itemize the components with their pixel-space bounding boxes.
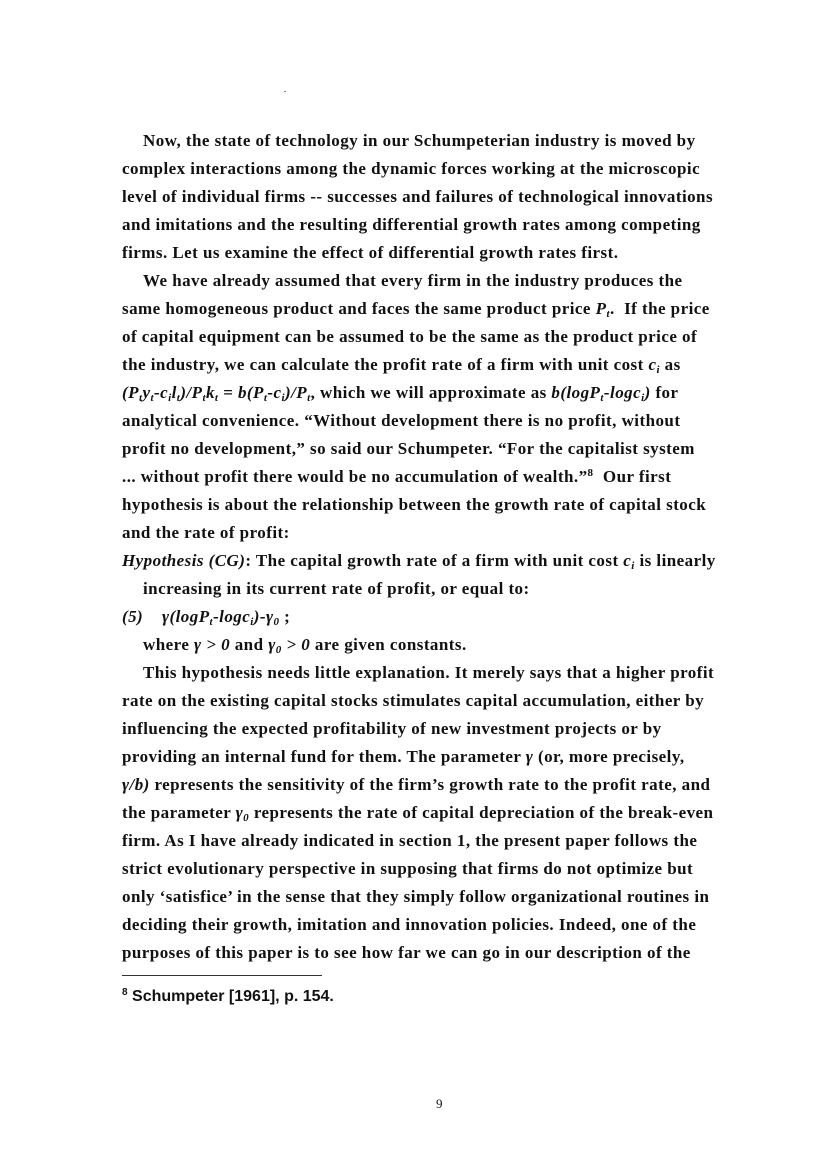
hypothesis-label: Hypothesis (CG) <box>122 551 246 570</box>
scan-speck <box>284 91 286 92</box>
text-line: hypothesis is about the relationship between the growth rate of capital stock <box>122 495 707 514</box>
text-line: Hypothesis (CG): The capital growth rate of a firm with unit cost $c_i$ is linearly <box>122 551 716 572</box>
text-line: $(P_ty_t-c_il_t)/P_tk_t = b(P_t-c_i)/P_t$, which we will approximate as b(logP$_t$-logc$_i$) for <box>122 383 679 404</box>
text-line: only ‘satisfice’ in the sense that they simply follow organizational routines in <box>122 887 710 906</box>
text-line: influencing the expected profitability of new investment projects or by <box>122 719 662 738</box>
text-line: strict evolutionary perspective in supposing that firms do not optimize but <box>122 859 694 878</box>
text-line: providing an internal fund for them. The parameter γ (or, more precisely, <box>122 747 685 766</box>
text-line: We have already assumed that every firm in the industry produces the <box>143 271 683 290</box>
text-line: of capital equipment can be assumed to be the same as the product price of <box>122 327 698 346</box>
equation-number: (5) <box>122 607 144 626</box>
footnote-mark: 8 <box>122 987 128 998</box>
text-line: and the rate of profit: <box>122 523 290 542</box>
text-line: profit no development,” so said our Schumpeter. “For the capitalist system <box>122 439 695 458</box>
text-line: Now, the state of technology in our Schumpeterian industry is moved by <box>143 131 696 150</box>
text-line: rate on the existing capital stocks stimulates capital accumulation, either by <box>122 691 705 710</box>
text-line: increasing in its current rate of profit, or equal to: <box>143 579 530 598</box>
footnote-ref: 8 <box>587 467 594 479</box>
text-line: γ/b) represents the sensitivity of the firm’s growth rate to the profit rate, and <box>122 775 711 794</box>
text-line: firms. Let us examine the effect of differential growth rates first. <box>122 243 619 262</box>
text-line: level of individual firms -- successes and failures of technological innovations <box>122 187 714 206</box>
text-line: and imitations and the resulting differential growth rates among competing <box>122 215 701 234</box>
text-line: the parameter $\gamma_0$ represents the rate of capital depreciation of the break-even <box>122 803 714 824</box>
footnote-text: Schumpeter [1961], p. 154. <box>132 988 334 1005</box>
text-line: where γ > 0 and $\gamma_0 > 0$ are given constants. <box>143 635 467 656</box>
text-line: analytical convenience. “Without development there is no profit, without <box>122 411 681 430</box>
text-line: same homogeneous product and faces the same product price $P_t$. If the price <box>122 299 710 320</box>
text-line: This hypothesis needs little explanation. It merely says that a higher profit <box>143 663 715 682</box>
text-line: the industry, we can calculate the profit rate of a firm with unit cost $c_i$ as <box>122 355 681 376</box>
footnote-divider <box>122 975 322 976</box>
text-line: complex interactions among the dynamic forces working at the microscopic <box>122 159 701 178</box>
text-line: purposes of this paper is to see how far we can go in our description of the <box>122 943 691 962</box>
text-line: deciding their growth, imitation and innovation policies. Indeed, one of the <box>122 915 697 934</box>
equation-line: (5) $\gamma(\log P_t-\log c_i)-\gamma_0$ ; <box>122 607 291 628</box>
footnote <box>122 988 334 1006</box>
text-line: firm. As I have already indicated in section 1, the present paper follows the <box>122 831 698 850</box>
page-number: 9 <box>436 1096 443 1111</box>
text-line: ... without profit there would be no accumulation of wealth.”$^8$ Our first <box>122 467 672 486</box>
